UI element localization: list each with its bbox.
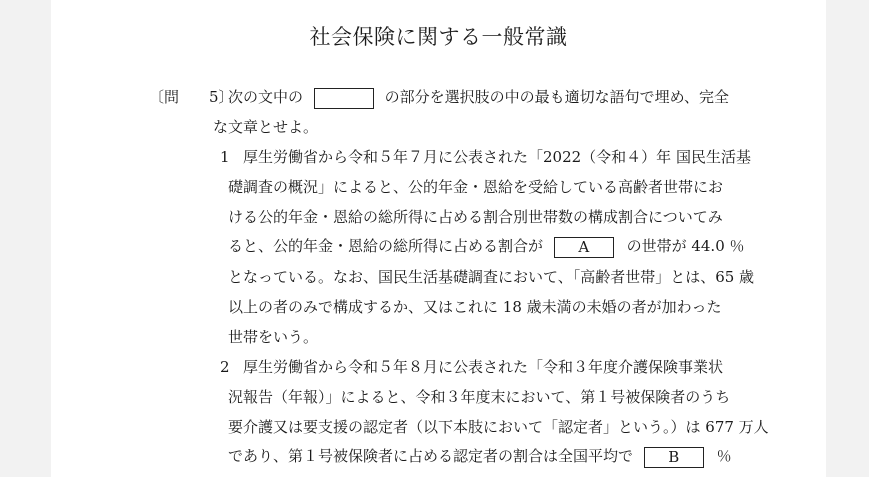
- item1-line2: 礎調査の概況」によると、公的年金・恩給を受給している高齢者世帯にお: [228, 178, 724, 196]
- item1-line4: [228, 236, 745, 258]
- item1-number: 1: [220, 148, 230, 166]
- item2-line4-a: であり、第１号被保険者に占める認定者の割合は全国平均で: [228, 447, 634, 465]
- item2-line3: 要介護又は要支援の認定者（以下本肢において「認定者」という。）は 677 万人: [228, 418, 769, 436]
- item1-line5: となっている。なお、国民生活基礎調査において、「高齢者世帯」とは、65 歳: [228, 268, 755, 286]
- item2-line4: [228, 446, 732, 468]
- item2-line4-b: ％: [716, 447, 732, 465]
- question-intro-text-b: の部分を選択肢の中の最も適切な語句で埋め、完全: [384, 88, 729, 106]
- item1-line4-a: ると、公的年金・恩給の総所得に占める割合が: [228, 237, 544, 255]
- item2-number: 2: [220, 358, 230, 376]
- item1-line1: 厚生労働省から令和５年７月に公表された「2022（令和４）年 国民生活基: [243, 148, 751, 166]
- question-intro-text-a: 次の文中の: [228, 88, 304, 106]
- document-page: [51, 0, 826, 477]
- item1-line3: ける公的年金・恩給の総所得に占める割合別世帯数の構成割合についてみ: [228, 208, 723, 226]
- example-blank-box: [314, 88, 374, 109]
- item1-line7: 世帯をいう。: [228, 328, 319, 346]
- item2-line1: 厚生労働省から令和５年８月に公表された「令和３年度介護保険事業状: [243, 358, 724, 376]
- question-intro-line2: な文章とせよ。: [213, 118, 319, 136]
- question-label: 〔問 5〕: [149, 88, 234, 106]
- question-intro: [228, 87, 729, 109]
- blank-a-box: A: [554, 237, 614, 258]
- item2-line2: 況報告（年報）」によると、令和３年度末において、第１号被保険者のうち: [228, 388, 731, 406]
- blank-b-box: B: [644, 447, 704, 468]
- item1-line6: 以上の者のみで構成するか、又はこれに 18 歳未満の未婚の者が加わった: [228, 298, 722, 316]
- page-title: 社会保険に関する一般常識: [309, 25, 568, 49]
- item1-line4-b: の世帯が 44.0 ％: [626, 237, 745, 255]
